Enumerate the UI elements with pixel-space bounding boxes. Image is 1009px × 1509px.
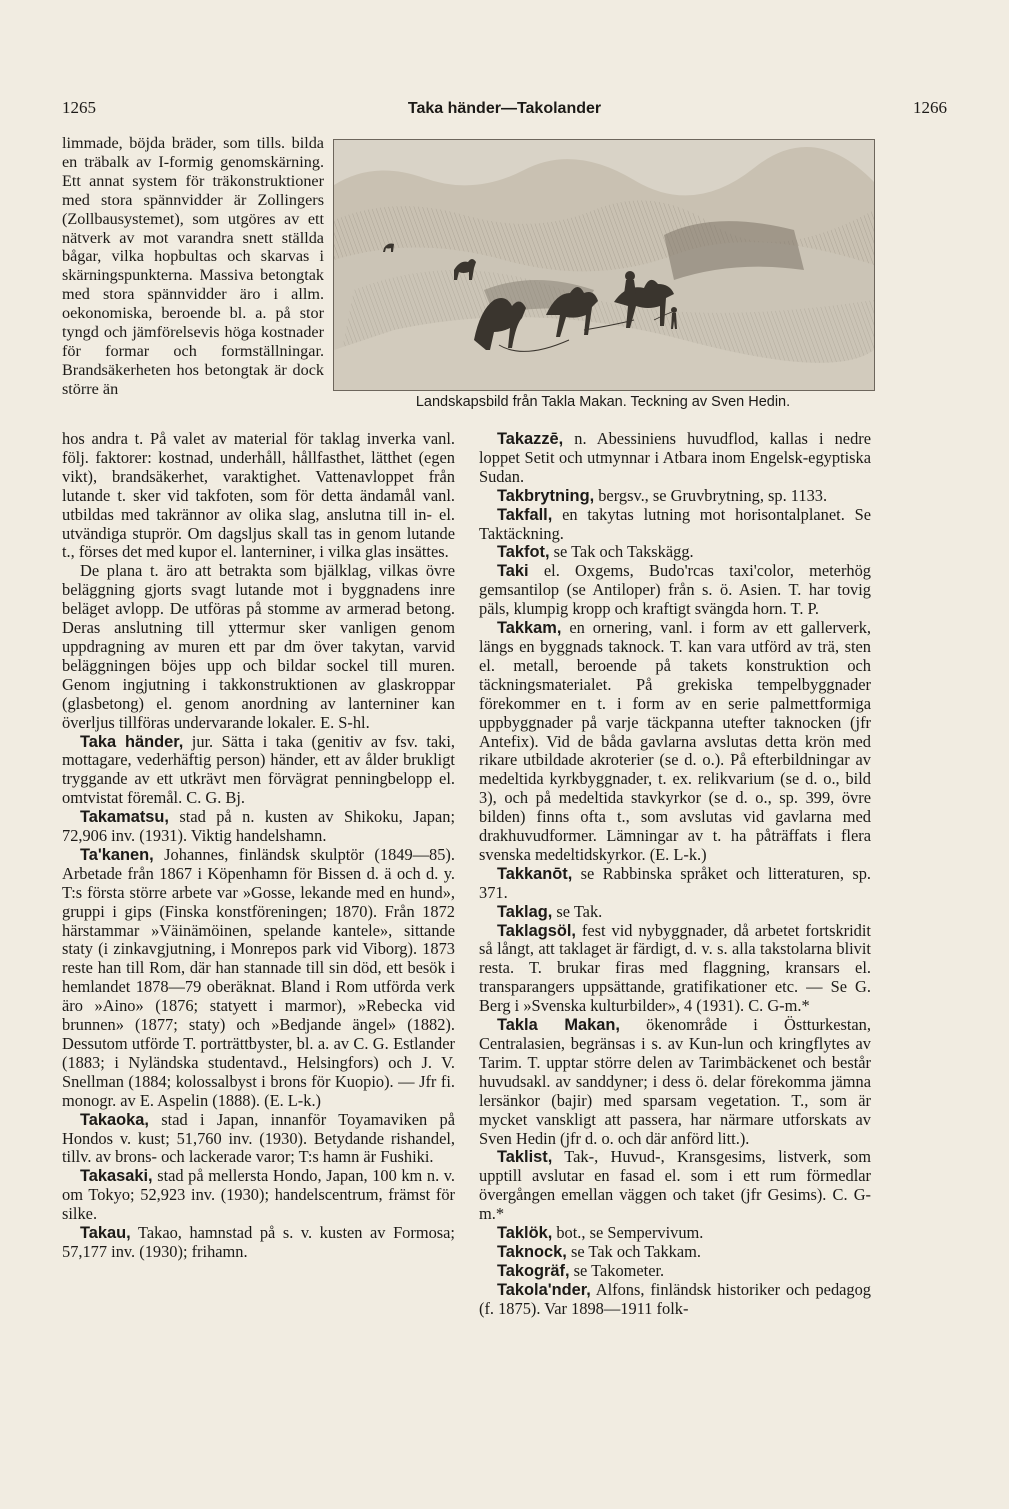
entry-takazze <box>479 430 871 487</box>
entry-takograf <box>479 1262 871 1281</box>
entry-takanen <box>62 846 455 1111</box>
entry-body: stad på n. kusten av Shikoku, Japan; 72,906 inv. (1931). Viktig handelshamn. <box>62 807 455 846</box>
entry-headword: Takazzē, <box>497 430 564 448</box>
entry-headword: Takamatsu, <box>80 808 169 827</box>
entry-body: jur. Sätta i taka (genitiv av fsv. taki, mottagare, vederhäftig person) händer, ett av ålder brukligt tryggande av ett utkrävt men förvägrat penningbelopp el. omtvistat föremål. C. G. Bj. <box>62 731 455 808</box>
entry-body: stad i Japan, innanför Toyamaviken på Hondos v. kust; 51,760 inv. (1930). Betydande rishandel, tillv. av brons- och lackerade varor; T:s hamn är Fushiki. <box>62 1109 455 1167</box>
entry-taklok <box>479 1224 871 1243</box>
entry-body: en takytas lutning mot horisontalplanet. Se Taktäckning. <box>479 504 871 543</box>
entry-takaoka <box>62 1111 455 1168</box>
entry-takbrytning <box>479 487 871 506</box>
left-main-column <box>62 430 455 1262</box>
left-top-column <box>62 134 324 399</box>
right-page-number: 1266 <box>913 98 947 117</box>
entry-body: fest vid nybyggnader, då arbetet fortskridit så långt, att taklaget är färdigt, d. v. s. alla takstolarna blivit resta. T. brukar firas med flaggning, kransars el. transparangers uppsättande, gratifikationer etc. — Se G. Berg i »Svenska kulturbilder», 4 (1931). C. G-m.* <box>479 920 871 1016</box>
entry-body: Alfons, finländsk historiker och pedagog (f. 1875). Var 1898—1911 folk- <box>479 1279 871 1318</box>
entry-headword: Takla Makan, <box>497 1016 620 1035</box>
paragraph: limmade, böjda bräder, som tills. bilda en träbalk av I-formig genomskärning. Ett annat system för träkonstruktioner med stora spännvidder är Zollingers (Zollbausystemet), som utgöres av ett nätverk av mot varandra snett ställda bågar, vilka hopbultas och skarvas i skärningspunkterna. Massiva betongtak med stora spännvidder äro i allm. oekonomiska, beroende bl. a. på stor tyngd och jämförelsevis höga kostnader för formar och formställningar. Brandsäkerheten hos betongtak är dock större än <box>62 134 324 398</box>
entry-headword: Taklag, <box>497 902 553 921</box>
entry-headword: Taklist, <box>497 1148 553 1167</box>
entry-headword: Takfall, <box>497 505 553 524</box>
entry-body: se Tak och Takkam. <box>566 1241 701 1261</box>
entry-body: se Tak. <box>552 901 603 921</box>
entry-headword: Takfot, <box>497 543 550 562</box>
right-main-column <box>479 430 871 1319</box>
entry-body: stad på mellersta Hondo, Japan, 100 km n. v. om Tokyo; 52,923 inv. (1930); handelscentrum, främst för silke. <box>62 1166 455 1224</box>
entry-body: se Rabbinska språket och litteraturen, sp. 371. <box>479 863 871 902</box>
entry-headword: Taknock, <box>497 1242 567 1261</box>
entry-taki <box>479 562 871 619</box>
entry-taklist <box>479 1148 871 1224</box>
entry-headword: Taka händer, <box>80 732 184 751</box>
entry-headword: Taki <box>497 562 529 581</box>
entry-taka-hander <box>62 733 455 809</box>
desert-caravan-illustration <box>333 139 875 391</box>
paragraph: De plana t. äro att betrakta som bjälklag, vilkas övre beläggning gjorts svagt lutande mot i byggnadens inre beläget avlopp. De utföras på stomme av armerad betong. Deras anslutning till yttermur sker vanligen genom uppdragning av muren ett par dm över takytan, varvid beläggningen böjes upp och bildar sockel till muren. Genom ingjutning i takkonstruktionen av glaskroppar (glasbetong) el. genom anordning av lanterniner kan överljus tillföras undervarande lokaler. E. S-hl. <box>62 561 455 732</box>
entry-headword: Takaoka, <box>80 1110 149 1129</box>
entry-takkanot <box>479 865 871 903</box>
entry-body: Tak-, Huvud-, Kransgesims, listverk, som upptill avslutar en fasad el. som i ett rum förmedlar övergången emellan väggen och taket (jfr Gesims). C. G-m.* <box>479 1147 871 1224</box>
entry-body: el. Oxgems, Budo'rcas taxi'color, meterhög gemsantilop (se Antiloper) från s. ö. Asien. T. har tovig päls, klumpig kropp och kraftigt svängda horn. T. P. <box>479 561 871 619</box>
entry-headword: Takasaki, <box>80 1167 153 1186</box>
entry-headword: Takkanōt, <box>497 864 573 883</box>
entry-taklagsol <box>479 922 871 1017</box>
left-page-number: 1265 <box>62 98 96 117</box>
entry-headword: Ta'kanen, <box>80 845 154 864</box>
entry-body: n. Abessiniens huvudflod, kallas i nedre loppet Setit och utmynnar i Atbara inom Engelsk-egyptiska Sudan. <box>479 429 871 486</box>
entry-takamatsu <box>62 808 455 846</box>
entry-takasaki <box>62 1167 455 1224</box>
entry-taknock <box>479 1243 871 1262</box>
entry-takkam <box>479 619 871 865</box>
entry-body: se Tak och Takskägg. <box>549 542 694 562</box>
desert-caravan-icon <box>334 140 874 390</box>
entry-body: en ornering, vanl. i form av ett gallerverk, längs en byggnads taknock. T. kan vara utförd av trä, sten el. metall, beroende på takets konstruktion och täckningsmaterialet. På grekiska tempelbyggnader förekommer en t. i form av en serie palmettformiga uppbyggnader på varje täckpanna utefter taknocken (jfr Antefix). Vid de båda gavlarna avslutas detta krön med rikare utbildade akroterier (se d. o.). På efterbildningar av medeltida kyrkbyggnader, t. ex. relikvarium (se d. o., bild 3), och på medeltida stavkyrkor (se d. o., sp. 399, övre bilden) finns ofta t., som avslutas vid gavlarna med drakhuvudformer. Lämningar av t. ha påträffats i flera svenska medeltidskyrkor. (E. L-k.) <box>479 618 871 864</box>
entry-takfot <box>479 543 871 562</box>
entry-headword: Takola'nder, <box>497 1280 591 1299</box>
entry-body: ökenområde i Östturkestan, Centralasien, begränsas i s. av Kun-lun och kringflytes av Tarim. T. upptar större delen av Tarimbäckenet och består huvudsakl. av sanddyner; i dess ö. delar förekomma jämna lersänkor (bajir) med sparsam vegetation. T., som är mycket vanskligt att passera, har närmare utforskats av Sven Hedin (jfr d. o. och där anförd litt.). <box>479 1015 871 1148</box>
entry-headword: Takogräf, <box>497 1261 570 1280</box>
entry-headword: Taklök, <box>497 1224 553 1243</box>
entry-headword: Takkam, <box>497 619 562 638</box>
page-title: Taka händer—Takolander <box>407 100 602 117</box>
illustration-caption: Landskapsbild från Takla Makan. Teckning av Sven Hedin. <box>415 394 791 410</box>
entry-body: bot., se Sempervivum. <box>552 1223 704 1243</box>
entry-takfall <box>479 506 871 544</box>
entry-body: Takao, hamnstad på s. v. kusten av Formosa; 57,177 inv. (1930); frihamn. <box>62 1223 455 1261</box>
entry-headword: Taklagsöl, <box>497 921 576 940</box>
entry-takla-makan <box>479 1016 871 1148</box>
entry-takolander <box>479 1281 871 1319</box>
entry-headword: Takau, <box>80 1224 131 1243</box>
entry-headword: Takbrytning, <box>497 486 595 505</box>
entry-body: Johannes, finländsk skulptör (1849—85). Arbetade från 1867 i Köpenhamn för Bissen d. ä och d. y. T:s första större arbete var »Gosse, lekande med en hund», gruppi i gips (Finska konstföreningen; 1870). Från 1872 härstammar »Väinämöinen, spelande kantele», sittande staty (i zinkavgjutning, i Monrepos park vid Viborg). 1873 reste han till Rom, där han stannade till sin död, ett besök i hemlandet 1878—79 oberäknat. Bland i Rom utförda verk äro »Aino» (1876; statyett i marmor), »Rebecka vid brunnen» (1877; staty) och »Bedjande ängel» (1882). Dessutom utförde T. porträttbyster, bl. a. av C. G. Estlander (1883; i Nyländska studentavd., Helsingfors) och J. V. Snellman (1884; kolossalbyst i brons för Kuopio). — Jfr fi. monogr. av E. Aspelin (1888). (E. L-k.) <box>62 844 455 1110</box>
entry-body: se Takometer. <box>569 1260 665 1280</box>
entry-takau <box>62 1224 455 1262</box>
entry-taklag <box>479 903 871 922</box>
paragraph: hos andra t. På valet av material för taklag inverka vanl. följ. faktorer: kostnad, underhåll, hållfasthet, lätthet (egen vikt), brandsäkerhet, varaktighet. Vattenavloppet från lutande t. sker vid takfoten, som för detta ändamål vanl. utbildas med takrännor av olika slag, anslutna till in- el. utvändiga stuprör. Om dagsljus skall tas in genom lutande t., förses det med kupor el. lanterniner, i vilka glas insättes. <box>62 429 455 562</box>
entry-body: bergsv., se Gruvbrytning, sp. 1133. <box>594 485 828 505</box>
